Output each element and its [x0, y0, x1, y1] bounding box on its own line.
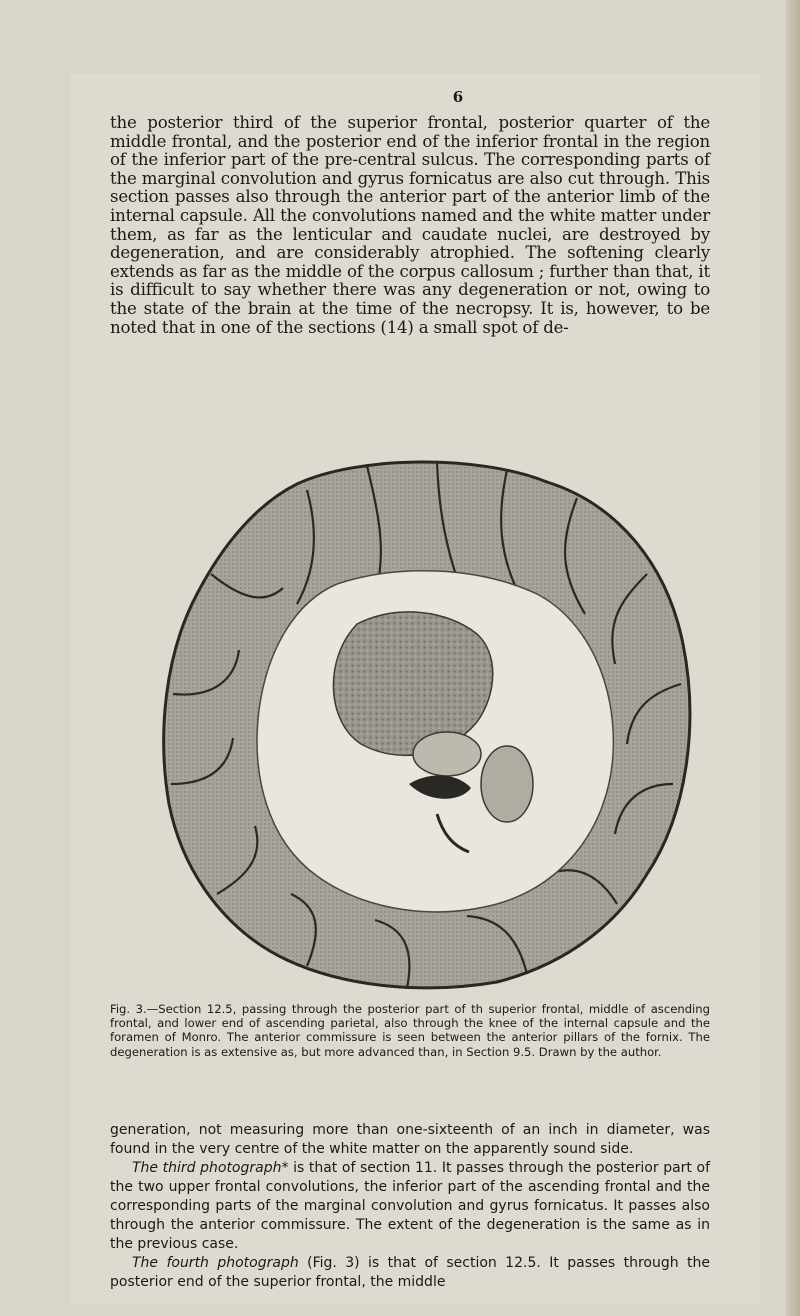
caudate-nucleus [413, 732, 481, 776]
brain-section-figure [147, 454, 707, 994]
third-photograph-title: The third photograph* [132, 1160, 289, 1176]
fourth-photograph-text: (Fig. 3) is that of section 12.5. It passes through the posterior end of the superior frontal, the middle [110, 1255, 710, 1290]
caption-label: Fig. 3.—Section 12.5, [110, 1002, 237, 1016]
body-paragraph-2 [110, 1159, 710, 1254]
book-page [70, 74, 760, 1304]
top-paragraph: the posterior third of the superior frontal, posterior quarter of the middle frontal, and the posterior end of the inferior frontal in the region of the inferior part of the pre-central sulcus. The corresponding parts of the marginal convolution and gyrus fornicatus are also cut through. This section passes also through the anterior part of the anterior limb of the internal capsule. All the convolutions named and the white matter under them, as far as the lenticular and caudate nuclei, are destroyed by degeneration, and are considerably atrophied. The softening clearly extends as far as the middle of the corpus callosum ; further than that, it is difficult to say whether there was any degeneration or not, owing to the state of the brain at the time of the necropsy. It is, however, to be noted that in one of the sections (14) a small spot of de- [110, 113, 710, 337]
figure-caption [110, 1002, 710, 1059]
page-number: 6 [452, 88, 464, 106]
body-text [110, 1121, 710, 1292]
book-binding-edge [786, 0, 800, 1316]
caption-text: passing through the posterior part of th superior frontal, middle of ascending frontal, and lower end of ascending parietal, also through the knee of the internal capsule and the foramen of Monro. The anterior commissure is seen between the anterior pillars of the fornix. The degeneration is as extensive as, but more advanced than, in Section 9.5. Drawn by the author. [110, 1002, 710, 1059]
lenticular-nucleus [481, 746, 533, 822]
body-paragraph-3 [110, 1254, 710, 1292]
brain-section-drawing [147, 454, 707, 994]
third-photograph-text: is that of section 11. It passes through the posterior part of the two upper frontal convolutions, the inferior part of the ascending frontal and the corresponding parts of the marginal convolution and gyrus fornicatus. It passes also through the anterior commissure. The extent of the degeneration is the same as in the previous case. [110, 1160, 710, 1252]
fourth-photograph-title: The fourth photograph [132, 1255, 299, 1271]
body-paragraph-1: generation, not measuring more than one-sixteenth of an inch in diameter, was found in the very centre of the white matter on the apparently sound side. [110, 1122, 710, 1157]
